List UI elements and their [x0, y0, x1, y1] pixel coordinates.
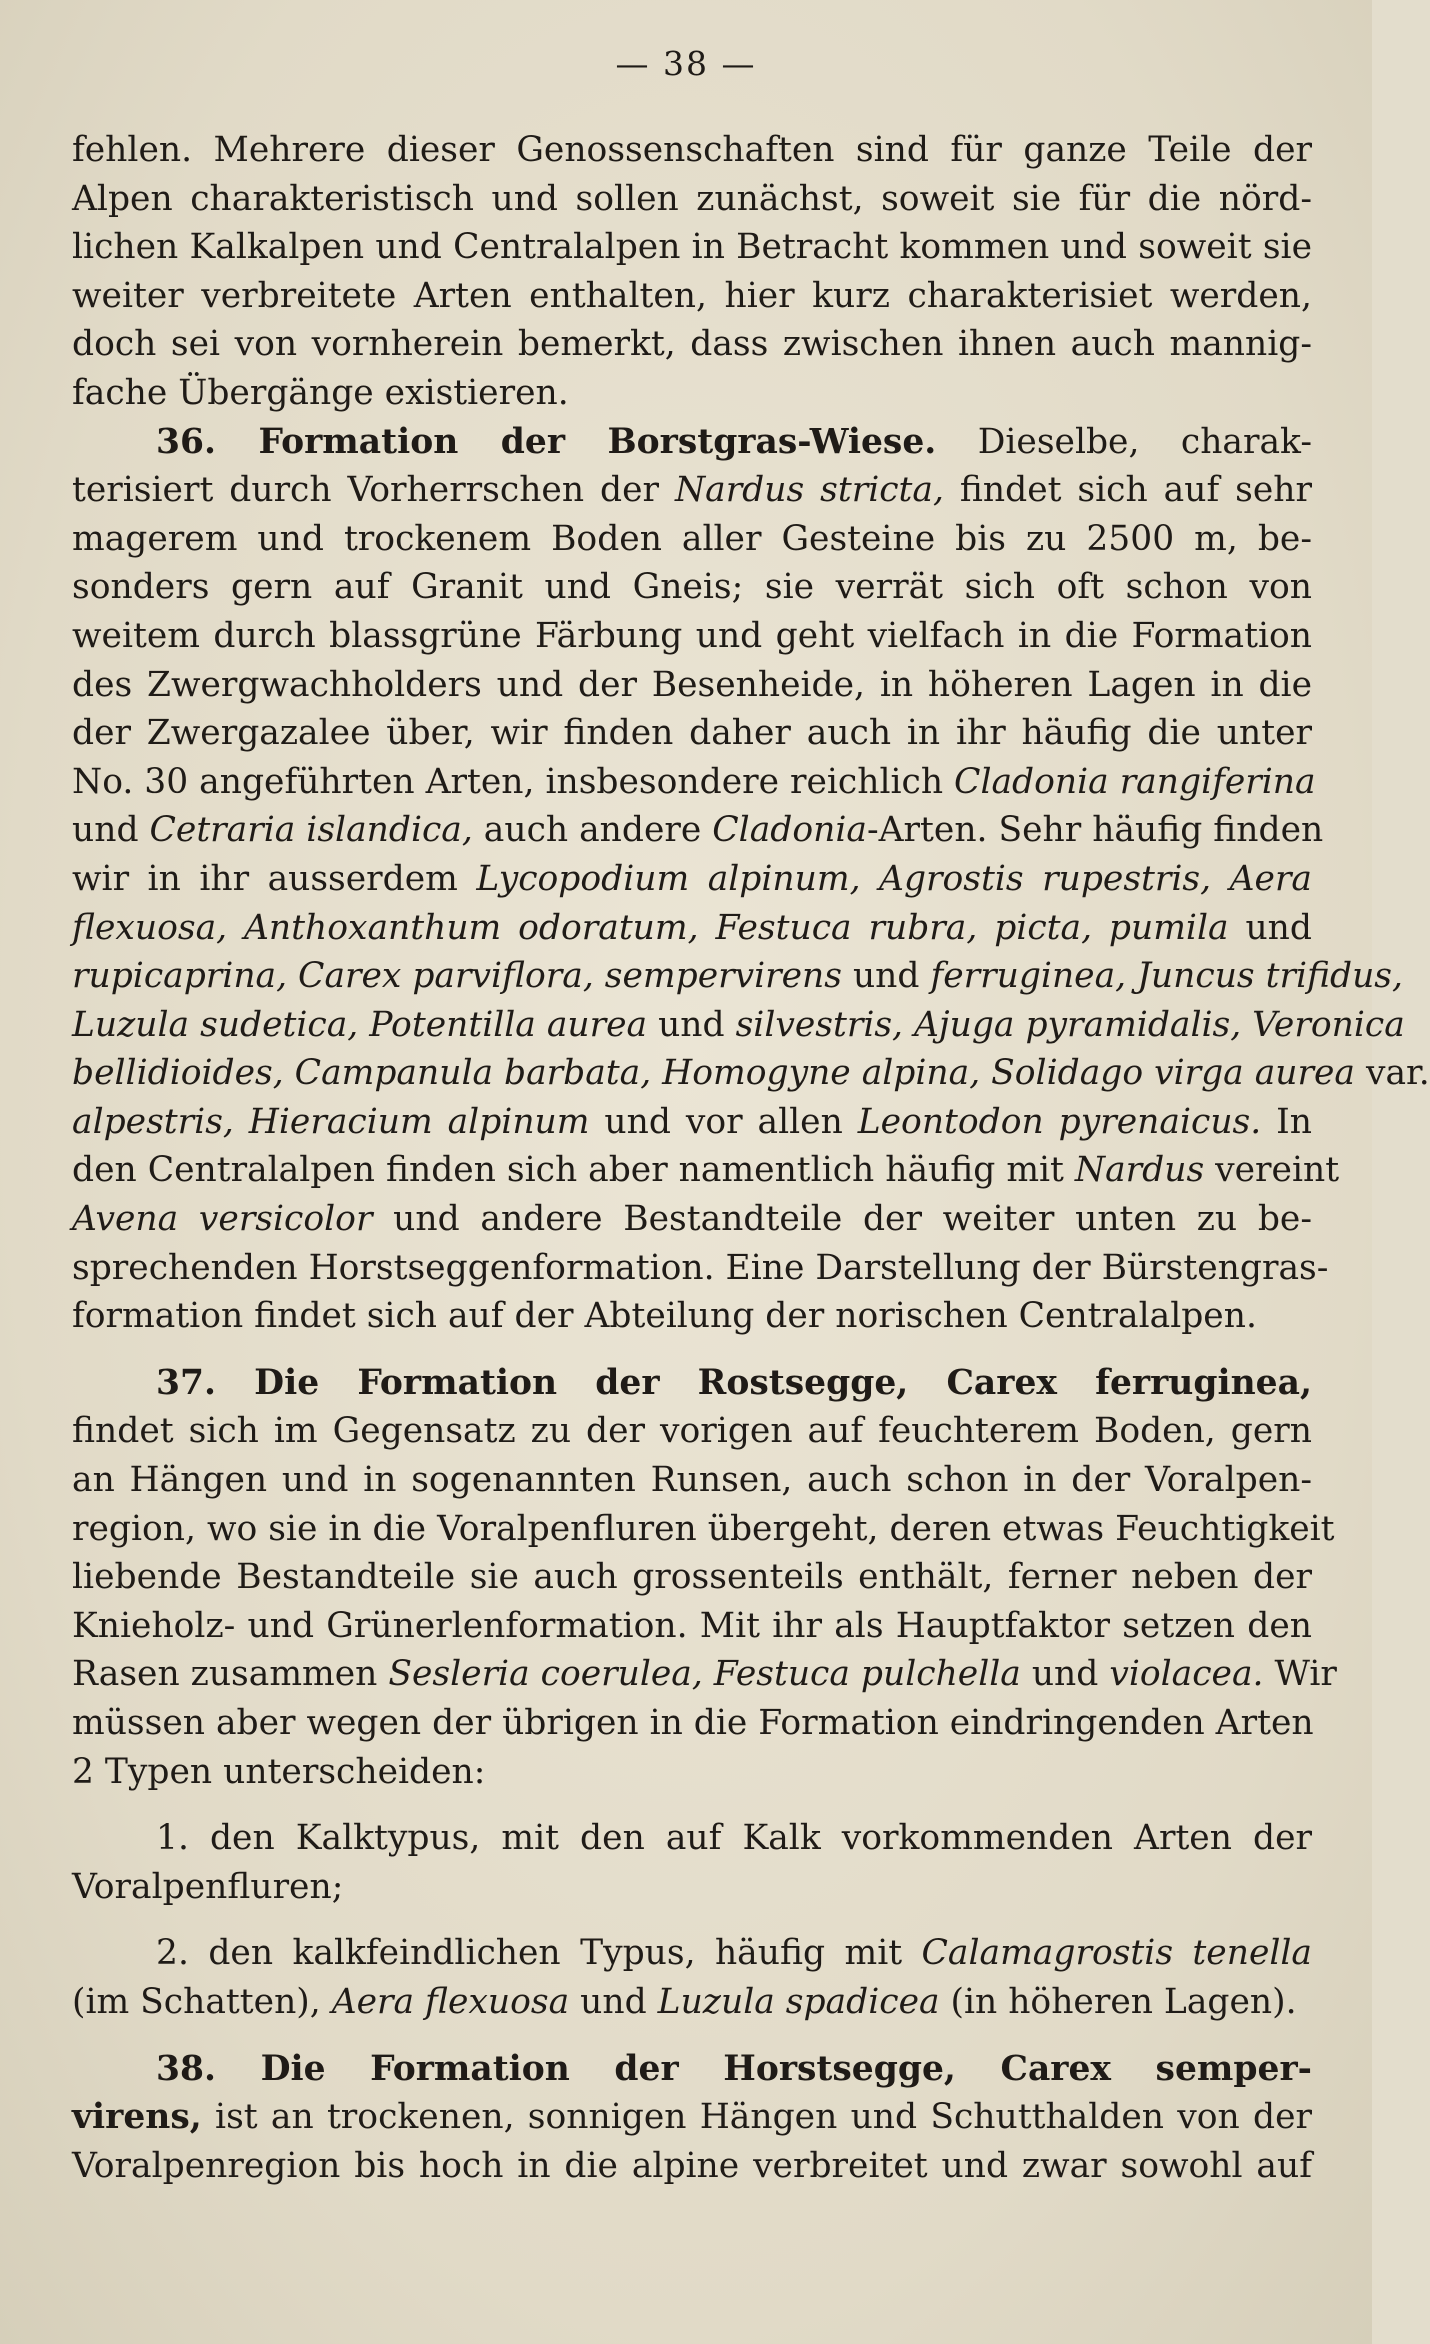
text-line: Avena versicolor und andere Bestandteile der weiter unten zu be-	[72, 1199, 1312, 1240]
list-item-continuation: (im Schatten), Aera flexuosa und Luzula spadicea (in höheren Lagen).	[72, 1981, 1297, 2022]
text-line: bellidioides, Campanula barbata, Homogyne alpina, Solidago virga aurea var.	[72, 1053, 1430, 1094]
text-line: fehlen. Mehrere dieser Genossenschaften sind für ganze Teile der	[72, 130, 1312, 170]
text-line: formation findet sich auf der Abteilung der norischen Centralalpen.	[72, 1296, 1257, 1337]
text-line: liebende Bestandteile sie auch grossenteils enthält, ferner neben der	[72, 1557, 1312, 1598]
page-number: — 38 —	[615, 44, 757, 83]
paragraph-intro	[72, 126, 1312, 418]
text-line: region, wo sie in die Voralpenfluren übergeht, deren etwas Feuchtigkeit	[72, 1508, 1335, 1549]
section-38	[72, 2045, 1312, 2191]
text-line: an Hängen und in sogenannten Runsen, auch schon in der Voralpen-	[72, 1460, 1312, 1501]
text-line: weitem durch blassgrüne Färbung und geht vielfach in die Formation	[72, 615, 1312, 656]
section-heading: 36. Formation der Borstgras-Wiese.	[156, 421, 937, 462]
text-line: wir in ihr ausserdem Lycopodium alpinum, Agrostis rupestris, Aera	[72, 858, 1312, 899]
text-line: No. 30 angeführten Arten, insbesondere reichlich Cladonia rangiferina	[72, 761, 1316, 802]
text-line: lichen Kalkalpen und Centralalpen in Betracht kommen und soweit sie	[72, 227, 1312, 268]
text-line: fache Übergänge existieren.	[72, 372, 569, 413]
list-item: 1. den Kalktypus, mit den auf Kalk vorkommenden Arten der	[156, 1818, 1312, 1859]
section-37	[72, 1359, 1337, 1796]
list-item-continuation: Voralpenfluren;	[72, 1866, 344, 1907]
text-line: flexuosa, Anthoxanthum odoratum, Festuca rubra, picta, pumila und	[72, 907, 1312, 948]
text-line: magerem und trockenem Boden aller Gesteine bis zu 2500 m, be-	[72, 518, 1312, 559]
text-line: 2 Typen unterscheiden:	[72, 1751, 486, 1792]
text-line: Luzula sudetica, Potentilla aurea und silvestris, Ajuga pyramidalis, Veronica	[72, 1004, 1405, 1045]
text-line: müssen aber wegen der übrigen in die Formation eindringenden Arten	[72, 1703, 1314, 1743]
text-line: weiter verbreitete Arten enthalten, hier kurz charakterisiet werden,	[72, 275, 1312, 316]
text-line: rupicaprina, Carex parviflora, sempervirens und ferruginea, Juncus trifidus,	[72, 956, 1403, 997]
section-36	[72, 418, 1430, 1341]
body-text	[72, 126, 1430, 2190]
text-line	[72, 2045, 1312, 2094]
text-line: der Zwergazalee über, wir finden daher auch in ihr häufig die unter	[72, 713, 1312, 754]
text-line: Rasen zusammen Sesleria coerulea, Festuca pulchella und violacea. Wir	[72, 1654, 1337, 1695]
section-heading: 37. Die Formation der Rostsegge, Carex ferruginea,	[156, 1362, 1312, 1403]
text-line: Alpen charakteristisch und sollen zunächst, soweit sie für die nörd-	[72, 178, 1312, 219]
text-line: sprechenden Horstseggenformation. Eine Darstellung der Bürstengras-	[72, 1247, 1329, 1288]
text-line: 36. Formation der Borstgras-Wiese. Dieselbe, charak-	[156, 421, 1313, 462]
text-line: findet sich im Gegensatz zu der vorigen auf feuchterem Boden, gern	[72, 1411, 1312, 1452]
text-line: alpestris, Hieracium alpinum und vor allen Leontodon pyrenaicus. In	[72, 1101, 1312, 1142]
text-line: Knieholz- und Grünerlenformation. Mit ihr als Hauptfaktor setzen den	[72, 1605, 1312, 1646]
text-line: doch sei von vornherein bemerkt, dass zwischen ihnen auch mannig-	[72, 324, 1312, 365]
text-line: virens, ist an trockenen, sonnigen Hängen und Schutthalden von der	[72, 2097, 1312, 2138]
text-line: sonders gern auf Granit und Gneis; sie verrät sich oft schon von	[72, 567, 1312, 608]
text-line: Voralpenregion bis hoch in die alpine verbreitet und zwar sowohl auf	[72, 2145, 1312, 2186]
text-line: und Cetraria islandica, auch andere Cladonia-Arten. Sehr häufig finden	[72, 810, 1324, 851]
section-heading: 38. Die Formation der Horstsegge, Carex semper-	[156, 2048, 1312, 2089]
text-line: den Centralalpen finden sich aber namentlich häufig mit Nardus vereint	[72, 1150, 1340, 1191]
text-line: des Zwergwachholders und der Besenheide, in höheren Lagen in die	[72, 664, 1312, 705]
text-line	[72, 1359, 1312, 1408]
list-item: 2. den kalkfeindlichen Typus, häufig mit Calamagrostis tenella	[156, 1933, 1312, 1974]
text-line: terisiert durch Vorherrschen der Nardus stricta, findet sich auf sehr	[72, 470, 1312, 511]
type-list	[72, 1814, 1312, 2026]
